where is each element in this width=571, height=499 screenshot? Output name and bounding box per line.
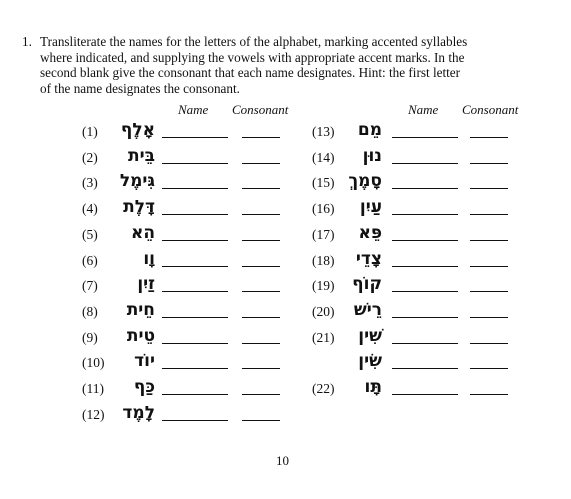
left-consonant-header: Consonant — [232, 102, 289, 117]
consonant-blank[interactable] — [470, 137, 508, 138]
consonant-blank[interactable] — [470, 214, 508, 215]
hebrew-letter-name: זַיִן — [137, 274, 155, 295]
instruction-line: second blank give the consonant that each name designates. Hint: the first letter — [40, 65, 461, 81]
name-blank[interactable] — [392, 240, 458, 241]
exercise-item — [0, 402, 571, 431]
name-blank[interactable] — [392, 394, 458, 395]
exercise-item — [0, 299, 571, 328]
exercise-item — [0, 197, 571, 225]
instruction-line: of the name designates the consonant. — [40, 80, 240, 96]
exercise-item — [0, 145, 571, 174]
hebrew-letter-name: נוּן — [362, 145, 382, 166]
item-number: (6) — [82, 252, 98, 268]
name-blank[interactable] — [392, 214, 458, 215]
item-number: (4) — [82, 201, 98, 217]
exercise-item — [0, 222, 571, 251]
hebrew-letter-name: טֵית — [126, 325, 155, 346]
name-blank[interactable] — [392, 163, 458, 164]
exercise-item — [0, 351, 571, 379]
consonant-blank[interactable] — [242, 420, 280, 421]
item-number: (18) — [312, 252, 335, 268]
item-number: (1) — [82, 124, 98, 139]
item-number: (3) — [82, 175, 98, 191]
item-number: (7) — [82, 278, 98, 294]
item-number: (13) — [312, 124, 335, 139]
item-number: (15) — [312, 175, 335, 191]
exercise-item — [0, 120, 571, 148]
consonant-blank[interactable] — [470, 163, 508, 164]
exercise-item — [0, 377, 571, 405]
left-name-header: Name — [178, 102, 209, 117]
hebrew-letter-name: יוֹד — [134, 351, 155, 372]
consonant-blank[interactable] — [470, 266, 508, 267]
instruction-text — [40, 34, 540, 96]
item-number: (21) — [312, 329, 335, 345]
name-blank[interactable] — [392, 266, 458, 267]
item-number: (10) — [82, 355, 105, 371]
consonant-blank[interactable] — [470, 368, 508, 369]
hebrew-letter-name: צָדֵי — [355, 248, 382, 269]
consonant-blank[interactable] — [470, 188, 508, 189]
hebrew-letter-name: פֵּא — [358, 222, 382, 243]
hebrew-letter-name: לָמֶד — [122, 402, 155, 423]
name-blank[interactable] — [392, 368, 458, 369]
hebrew-letter-name: עַיִן — [359, 197, 382, 218]
name-blank[interactable] — [392, 343, 458, 344]
item-number: (9) — [82, 329, 98, 345]
right-name-header: Name — [408, 102, 439, 117]
name-blank[interactable] — [392, 188, 458, 189]
consonant-blank[interactable] — [470, 291, 508, 292]
name-blank[interactable] — [392, 317, 458, 318]
hebrew-letter-name: מֵם — [357, 120, 382, 140]
item-number: (22) — [312, 381, 335, 396]
item-number: (20) — [312, 303, 335, 319]
hebrew-letter-name: כַּף — [133, 377, 155, 397]
hebrew-letter-name: שִׂין — [358, 351, 382, 372]
consonant-blank[interactable] — [470, 240, 508, 241]
instruction-line: where indicated, and supplying the vowels with appropriate accent marks. In the — [40, 49, 465, 65]
hebrew-letter-name: שִׁין — [358, 325, 382, 346]
name-blank[interactable] — [392, 291, 458, 292]
item-number: (5) — [82, 226, 98, 242]
item-number: (11) — [82, 381, 104, 396]
exercise-item — [0, 171, 571, 199]
hebrew-letter-name: תָּו — [364, 377, 382, 397]
hebrew-letter-name: וָו — [143, 248, 155, 269]
hebrew-letter-name: הֵא — [130, 222, 155, 243]
item-number: (8) — [82, 303, 98, 319]
hebrew-letter-name: רֵישׁ — [353, 299, 382, 320]
item-number: (12) — [82, 406, 105, 422]
hebrew-letter-name: דָּלֶת — [123, 197, 155, 218]
hebrew-letter-name: אָלֶף — [120, 120, 155, 140]
hebrew-letter-name: חֵית — [126, 299, 155, 320]
name-blank[interactable] — [392, 137, 458, 138]
right-consonant-header: Consonant — [462, 102, 519, 117]
hebrew-letter-name: קוֹף — [352, 274, 382, 295]
consonant-blank[interactable] — [470, 394, 508, 395]
exercise-item — [0, 248, 571, 277]
hebrew-letter-name: בֵּית — [128, 145, 155, 166]
item-number: (19) — [312, 278, 335, 294]
exercise-item — [0, 325, 571, 354]
consonant-blank[interactable] — [470, 317, 508, 318]
name-blank[interactable] — [162, 420, 228, 421]
exercise-number: 1. — [22, 34, 32, 49]
item-number: (17) — [312, 226, 335, 242]
page-number: 10 — [276, 453, 289, 468]
consonant-blank[interactable] — [470, 343, 508, 344]
item-number: (16) — [312, 201, 335, 217]
exercise-item — [0, 274, 571, 302]
instruction-line: Transliterate the names for the letters of the alphabet, marking accented syllables — [40, 34, 468, 49]
item-number: (2) — [82, 149, 98, 165]
item-number: (14) — [312, 149, 335, 165]
hebrew-letter-name: סָמֶךְ — [348, 171, 382, 192]
hebrew-letter-name: גִּימֶל — [119, 171, 155, 192]
